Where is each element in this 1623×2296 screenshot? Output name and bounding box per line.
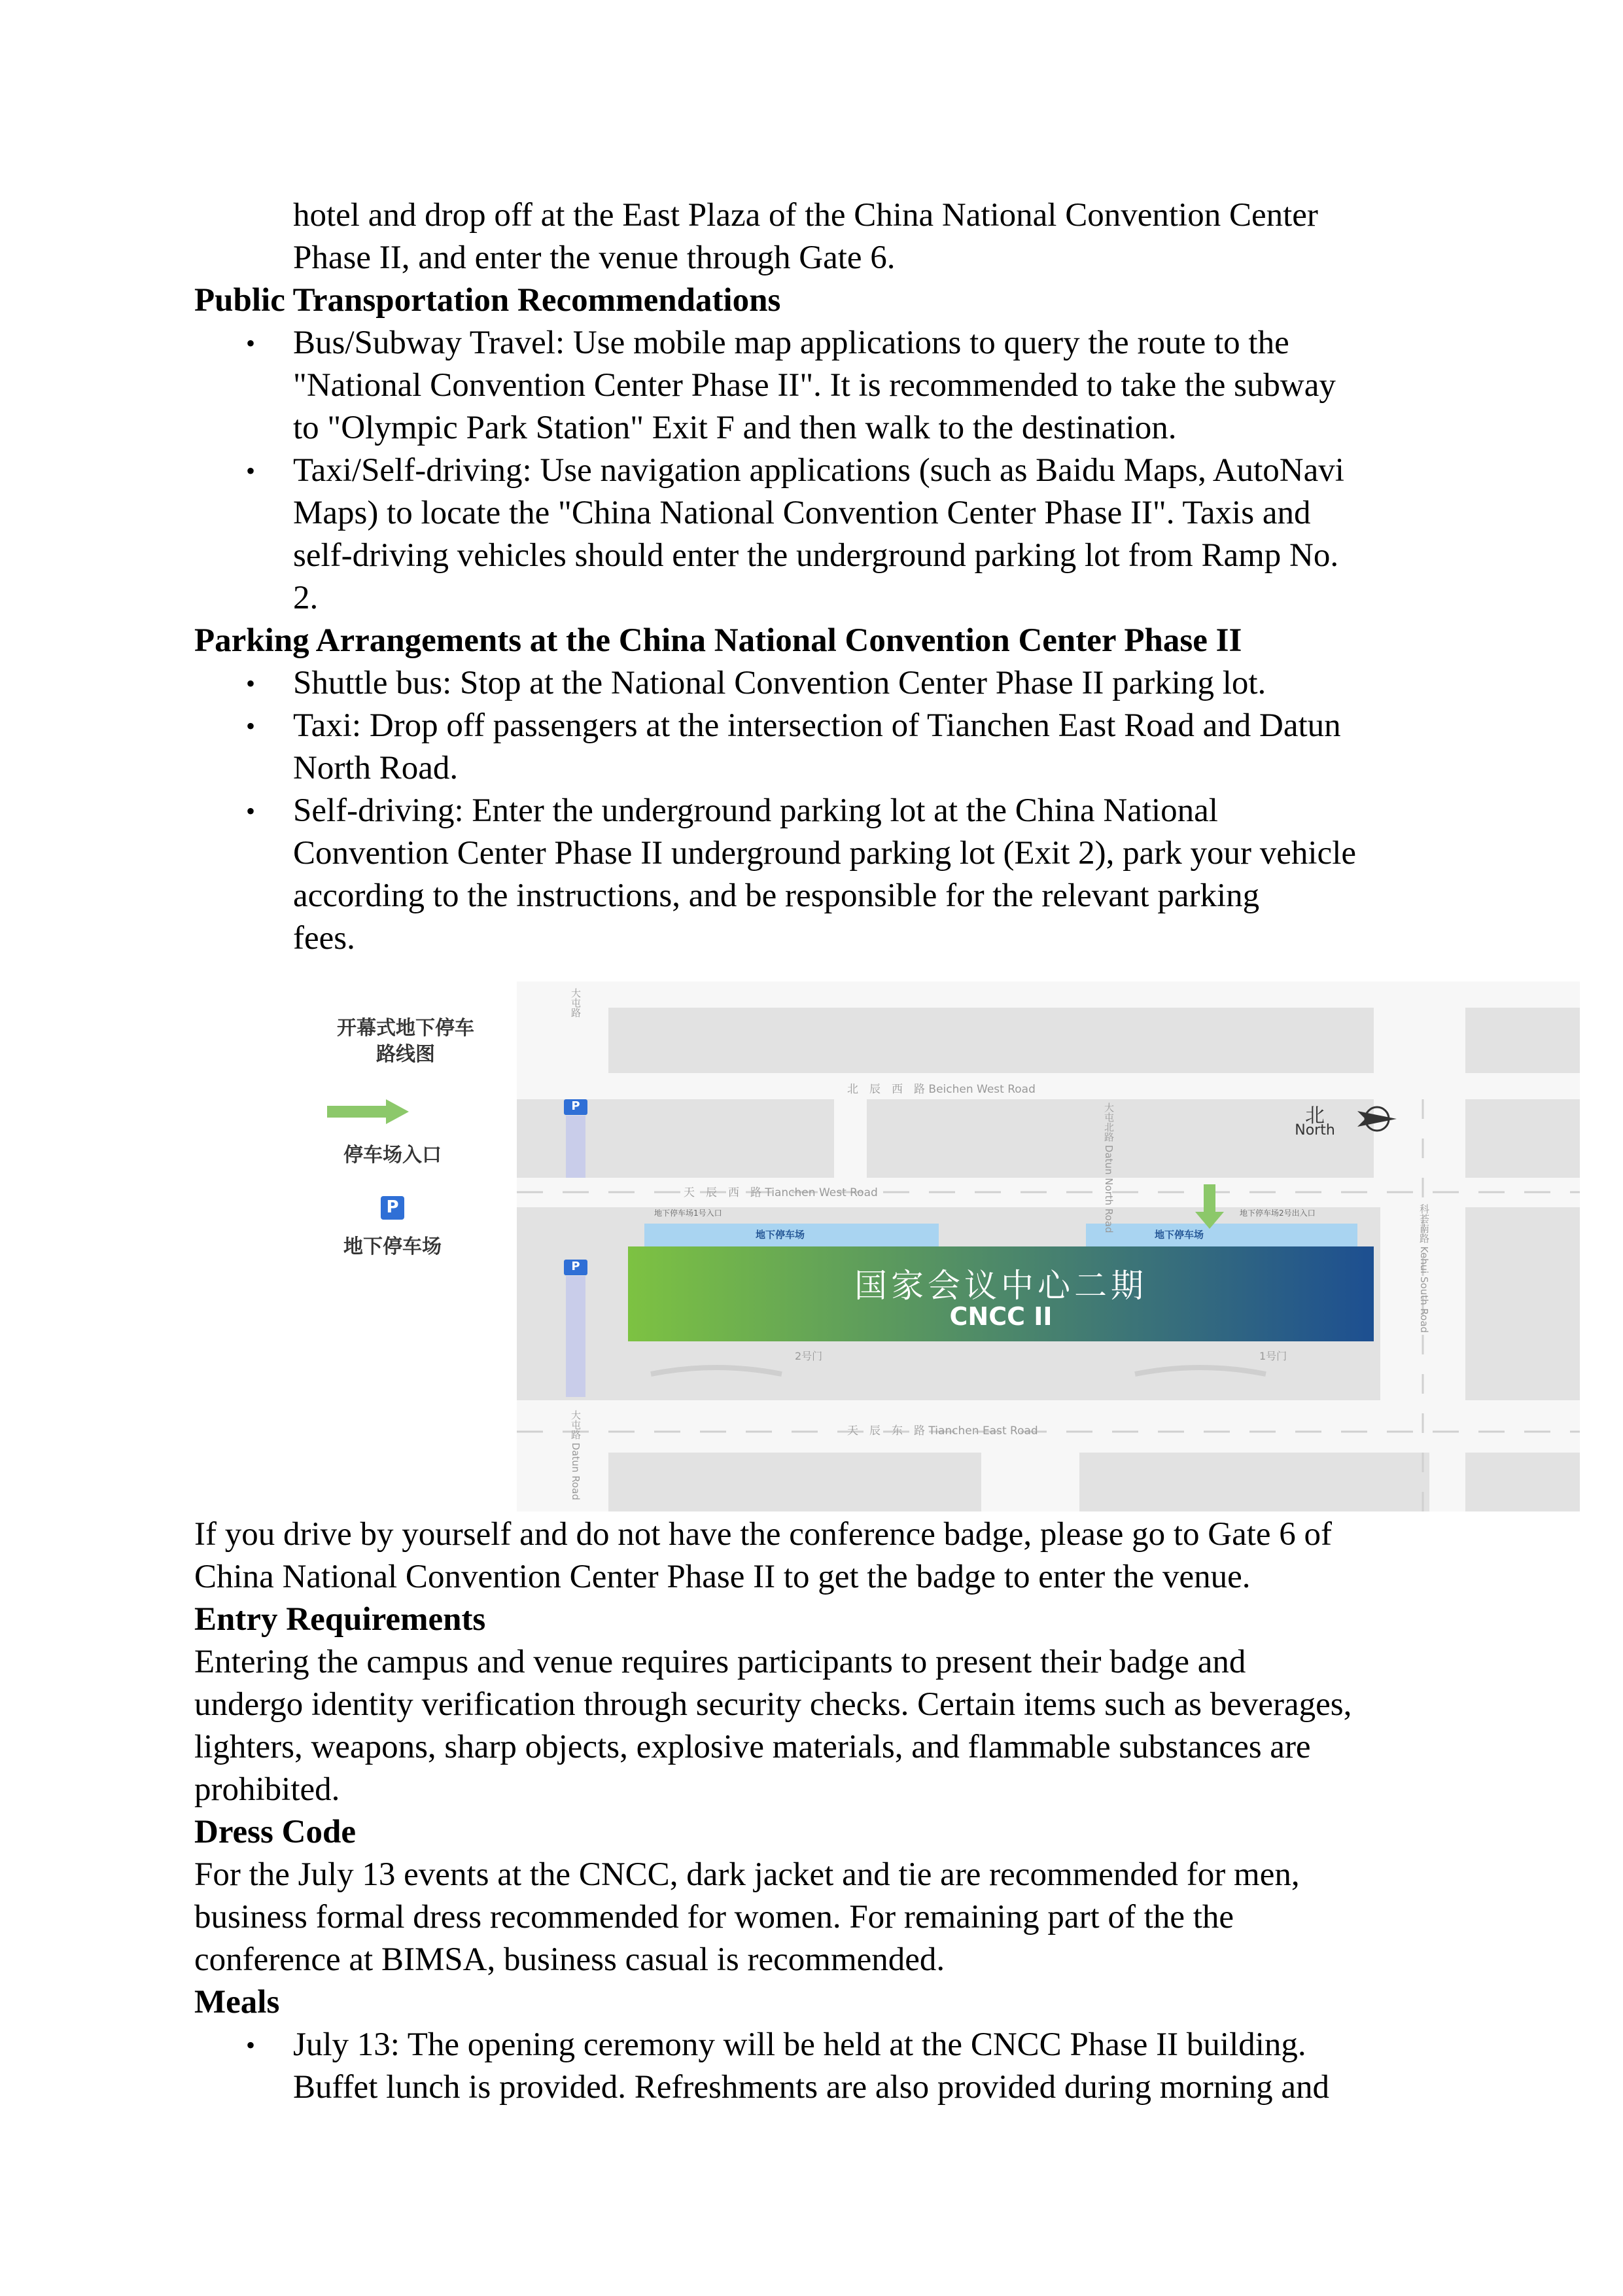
parking-sign-south-label: P xyxy=(571,1260,580,1273)
road-datun-top: 大屯路 xyxy=(570,988,582,1017)
parking-entrance-2-label: 地下停车场2号出入口 xyxy=(1240,1209,1316,1218)
building-name-cn: 国家会议中心二期 xyxy=(854,1267,1147,1305)
transport-bus-line-1: Bus/Subway Travel: Use mobile map applications to query the route to the xyxy=(293,325,1289,361)
road-tianchen-west: 天 辰 西 路 Tianchen West Road xyxy=(684,1186,878,1199)
entrance-arrow-body xyxy=(1204,1184,1215,1214)
parking-band-east-label: 地下停车场 xyxy=(1155,1229,1204,1241)
parking-self-line-2: Convention Center Phase II underground parking lot (Exit 2), park your vehicle xyxy=(293,835,1357,872)
legend-parking-symbol: P xyxy=(386,1197,399,1217)
road-datun: 大屯路 Datun Road xyxy=(570,1410,582,1500)
parking-sign-north-label: P xyxy=(571,1099,580,1113)
west-parking-strip-north xyxy=(566,1116,585,1178)
bullet-icon: • xyxy=(246,669,256,698)
block-north xyxy=(608,1008,1374,1073)
legend-underground-label: 地下停车场 xyxy=(343,1235,442,1258)
dress-line-2: business formal dress recommended for women. For remaining part of the the xyxy=(194,1899,1234,1935)
bullet-icon: • xyxy=(246,456,256,486)
parking-taxi-line-1: Taxi: Drop off passengers at the intersection of Tianchen East Road and Datun xyxy=(293,707,1341,744)
meals-july13-line-1: July 13: The opening ceremony will be held at the CNCC Phase II building. xyxy=(293,2026,1306,2063)
building-name-en: CNCC II xyxy=(949,1302,1053,1331)
block-south-west xyxy=(608,1453,981,1511)
entry-line-3: lighters, weapons, sharp objects, explosive materials, and flammable substances are xyxy=(194,1729,1311,1765)
badge-note-line-1: If you drive by yourself and do not have the conference badge, please go to Gate 6 of xyxy=(194,1516,1333,1553)
parking-band-west-label: 地下停车场 xyxy=(756,1229,805,1241)
legend-arrow-head xyxy=(386,1099,409,1124)
parking-entrance-1-label: 地下停车场1号入口 xyxy=(654,1209,722,1218)
road-datun-north: 大屯北路 Datun North Road xyxy=(1103,1103,1115,1233)
bullet-icon: • xyxy=(246,2030,256,2060)
intro-line-1: hotel and drop off at the East Plaza of the China National Convention Center xyxy=(293,197,1318,234)
transport-taxi-line-3: self-driving vehicles should enter the underground parking lot from Ramp No. xyxy=(293,537,1339,574)
public-transport-heading: Public Transportation Recommendations xyxy=(194,282,781,319)
block-north-east xyxy=(1465,1008,1580,1073)
block-south-far-east xyxy=(1465,1453,1580,1511)
transport-bus-line-3: to "Olympic Park Station" Exit F and then walk to the destination. xyxy=(293,410,1177,446)
west-parking-strip-south xyxy=(566,1276,585,1397)
north-label-cn: 北 xyxy=(1305,1104,1325,1127)
transport-bus-line-2: "National Convention Center Phase II". It is recommended to take the subway xyxy=(293,367,1336,404)
underground-parking-east xyxy=(1086,1224,1357,1247)
block-south-east xyxy=(1079,1453,1429,1511)
bullet-icon: • xyxy=(246,796,256,826)
legend-title xyxy=(321,1016,491,1068)
entry-heading: Entry Requirements xyxy=(194,1601,486,1638)
dress-line-1: For the July 13 events at the CNCC, dark jacket and tie are recommended for men, xyxy=(194,1856,1300,1893)
transport-taxi-line-4: 2. xyxy=(293,580,319,616)
meals-heading: Meals xyxy=(194,1984,280,2021)
transport-taxi-line-1: Taxi/Self-driving: Use navigation applications (such as Baidu Maps, AutoNavi xyxy=(293,452,1344,489)
gate-left-label: 2号门 xyxy=(795,1350,823,1362)
block-mid-far-east xyxy=(1465,1099,1580,1178)
road-tianchen-east: 天 辰 东 路 Tianchen East Road xyxy=(847,1424,1038,1438)
parking-self-line-4: fees. xyxy=(293,920,355,957)
badge-note-line-2: China National Convention Center Phase II to get the badge to enter the venue. xyxy=(194,1559,1251,1595)
legend-title-line-2: 路线图 xyxy=(376,1043,435,1066)
road-beichen-west: 北 辰 西 路 Beichen West Road xyxy=(847,1083,1036,1096)
road-kehui-south: 科荟南路 Kehui South Road xyxy=(1418,1204,1430,1333)
bullet-icon: • xyxy=(246,711,256,741)
parking-taxi-line-2: North Road. xyxy=(293,750,459,786)
parking-self-line-1: Self-driving: Enter the underground parking lot at the China National xyxy=(293,792,1218,829)
dress-heading: Dress Code xyxy=(194,1814,356,1850)
north-label-en: North xyxy=(1295,1122,1335,1139)
parking-self-line-3: according to the instructions, and be responsible for the relevant parking xyxy=(293,877,1260,914)
entry-line-2: undergo identity verification through security checks. Certain items such as beverages, xyxy=(194,1686,1352,1723)
legend-arrow-body xyxy=(327,1106,386,1118)
block-east xyxy=(1465,1207,1580,1400)
parking-route-map xyxy=(298,981,1580,1511)
gate-right-label: 1号门 xyxy=(1259,1350,1287,1362)
entry-line-1: Entering the campus and venue requires participants to present their badge and xyxy=(194,1644,1246,1680)
entry-line-4: prohibited. xyxy=(194,1771,340,1808)
legend-entrance-label: 停车场入口 xyxy=(343,1144,442,1167)
transport-taxi-line-2: Maps) to locate the "China National Convention Center Phase II". Taxis and xyxy=(293,495,1311,531)
parking-heading: Parking Arrangements at the China National Convention Center Phase II xyxy=(194,622,1242,659)
parking-shuttle-line-1: Shuttle bus: Stop at the National Convention Center Phase II parking lot. xyxy=(293,665,1266,701)
bullet-icon: • xyxy=(246,328,256,358)
meals-july13-line-2: Buffet lunch is provided. Refreshments are also provided during morning and xyxy=(293,2069,1329,2106)
dress-line-3: conference at BIMSA, business casual is recommended. xyxy=(194,1941,945,1978)
intro-line-2: Phase II, and enter the venue through Gate 6. xyxy=(293,239,896,276)
legend-title-line-1: 开幕式地下停车 xyxy=(337,1017,474,1040)
